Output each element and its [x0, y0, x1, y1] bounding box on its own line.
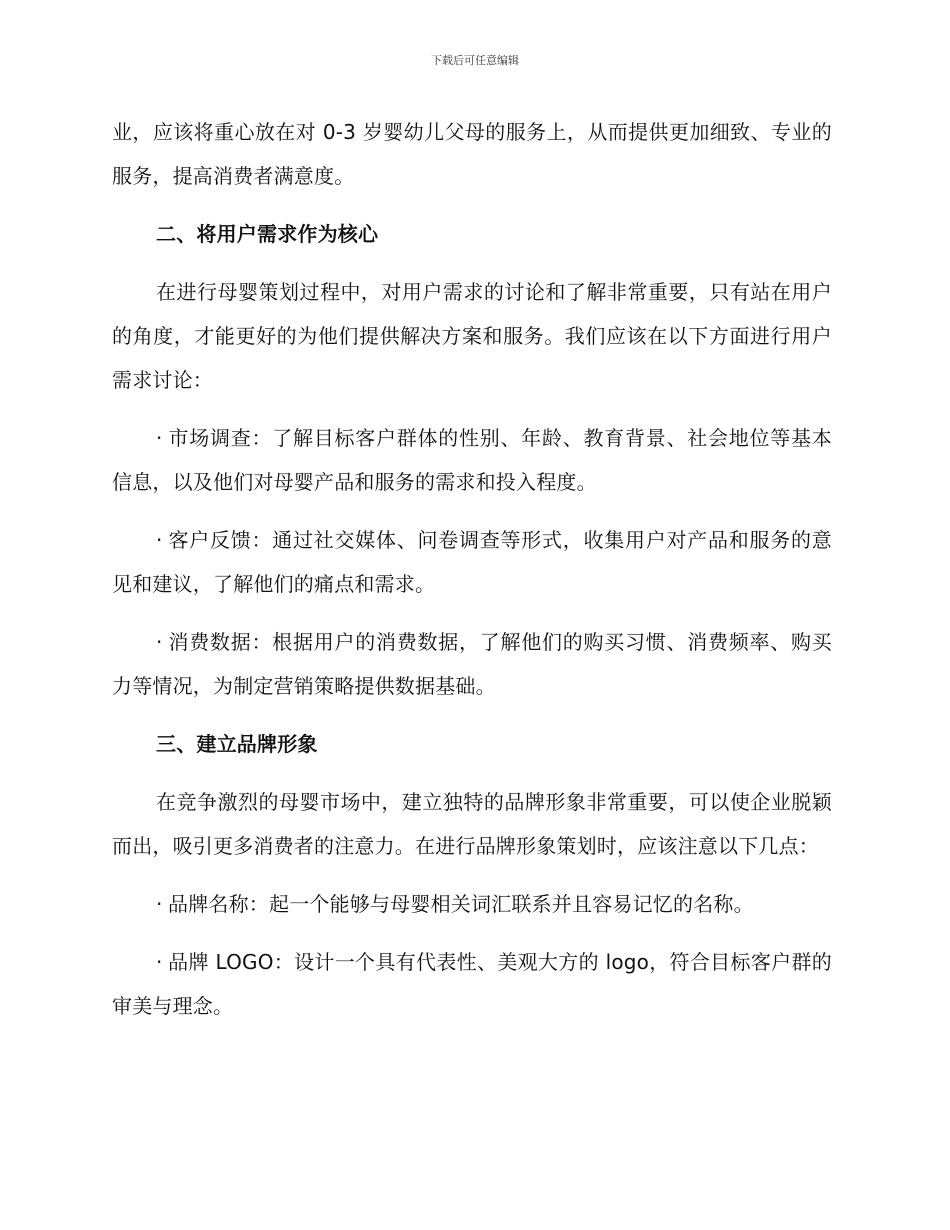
bullet-icon: ·: [156, 892, 163, 916]
section-heading-user-needs: 二、将用户需求作为核心: [156, 222, 379, 246]
paragraph-brand-intro: 在竞争激烈的母婴市场中，建立独特的品牌形象非常重要，可以使企业脱颖而出，吸引更多消费者的注意力。在进行品牌形象策划时，应该注意以下几点：: [112, 790, 832, 858]
list-item-consumption-data: [112, 620, 832, 708]
bullet-icon: ·: [156, 426, 163, 450]
list-item-text: 品牌 LOGO：设计一个具有代表性、美观大方的 logo，符合目标客户群的审美与理念。: [112, 950, 832, 1018]
list-item-text: 市场调查：了解目标客户群体的性别、年龄、教育背景、社会地位等基本信息，以及他们对母婴产品和服务的需求和投入程度。: [112, 426, 832, 494]
paragraph-continuation: 业，应该将重心放在对 0-3 岁婴幼儿父母的服务上，从而提供更加细致、专业的服务，提高消费者满意度。: [112, 120, 832, 188]
bullet-icon: ·: [156, 950, 163, 974]
document-body: [112, 110, 832, 1042]
page-header: 下载后可任意编辑: [431, 54, 519, 67]
list-item-brand-logo: [112, 940, 832, 1028]
bullet-icon: ·: [156, 630, 163, 654]
paragraph-user-needs-intro: 在进行母婴策划过程中，对用户需求的讨论和了解非常重要，只有站在用户的角度，才能更好的为他们提供解决方案和服务。我们应该在以下方面进行用户需求讨论：: [112, 280, 832, 392]
list-item-market-research: [112, 416, 832, 504]
list-item-brand-name: [112, 882, 832, 926]
bullet-icon: ·: [156, 528, 163, 552]
list-item-text: 消费数据：根据用户的消费数据，了解他们的购买习惯、消费频率、购买力等情况，为制定营销策略提供数据基础。: [112, 630, 832, 698]
list-item-text: 品牌名称：起一个能够与母婴相关词汇联系并且容易记忆的名称。: [168, 892, 754, 916]
list-item-text: 客户反馈：通过社交媒体、问卷调查等形式，收集用户对产品和服务的意见和建议，了解他们的痛点和需求。: [112, 528, 832, 596]
list-item-customer-feedback: [112, 518, 832, 606]
section-heading-brand-image: 三、建立品牌形象: [156, 732, 318, 756]
